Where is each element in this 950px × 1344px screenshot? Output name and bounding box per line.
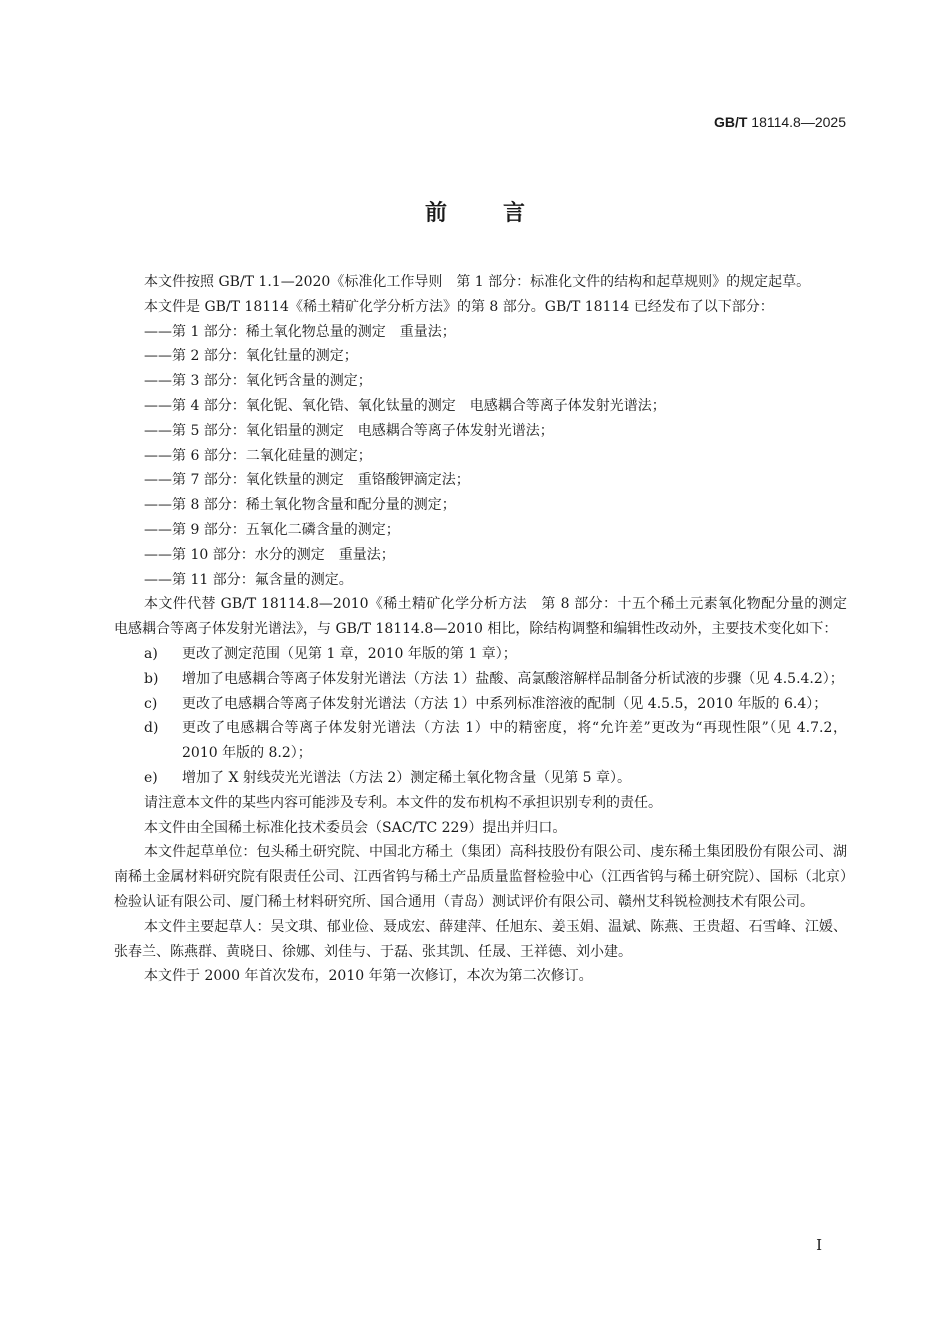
drafters-paragraph: 本文件主要起草人：吴文琪、郁业俭、聂成宏、薛建萍、任旭东、姜玉娟、温斌、陈燕、王贵超、石雪峰、江媛、张春兰、陈燕群、黄晓日、徐娜、刘佳与、于磊、张其凯、任晟、王祥德、刘小建。 <box>114 918 847 960</box>
drafting-rule-paragraph: 本文件按照 GB/T 1.1—2020《标准化工作导则 第 1 部分：标准化文件的结构和起草规则》的规定起草。 <box>144 274 811 290</box>
history-paragraph: 本文件于 2000 年首次发布，2010 年第一次修订，本次为第二次修订。 <box>144 968 593 985</box>
change-item-text: 增加了电感耦合等离子体发射光谱法（方法 1）盐酸、高氯酸溶解样品制备分析试液的步骤（见 4.5.4.2）； <box>182 670 844 687</box>
part-list-item: ——第 10 部分：水分的测定 重量法； <box>144 546 395 563</box>
part-list-item: ——第 2 部分：氧化钍量的测定； <box>144 348 358 365</box>
part-list-item: ——第 6 部分：二氧化硅量的测定； <box>144 447 372 464</box>
standard-code <box>714 114 846 131</box>
change-item <box>114 642 847 667</box>
part-list-item: ——第 4 部分：氧化铌、氧化锆、氧化钛量的测定 电感耦合等离子体发射光谱法； <box>144 397 666 414</box>
standard-code-number: 18114.8—2025 <box>747 114 846 130</box>
part-list-item: ——第 11 部分：氟含量的测定。 <box>144 571 353 588</box>
part-list-item: ——第 8 部分：稀土氧化物含量和配分量的测定； <box>144 497 456 514</box>
part-list-item: ——第 3 部分：氧化钙含量的测定； <box>144 373 372 390</box>
change-item <box>114 716 847 766</box>
patent-notice: 请注意本文件的某些内容可能涉及专利。本文件的发布机构不承担识别专利的责任。 <box>144 794 662 811</box>
drafting-units-paragraph: 本文件起草单位：包头稀土研究院、中国北方稀土（集团）高科技股份有限公司、虔东稀土集团股份有限公司、湖南稀土金属材料研究院有限责任公司、江西省钨与稀土产品质量监督检验中心（江西省钨与稀土研究院）、国标（北京）检验认证有限公司、厦门稀土材料研究所、国合通用（青岛）测试评价有限公司、赣州艾科锐检测技术有限公司。 <box>114 844 847 910</box>
part-list-item: ——第 7 部分：氧化铁量的测定 重铬酸钾滴定法； <box>144 472 470 489</box>
change-item-label: a) <box>144 645 158 662</box>
standard-code-prefix: GB/T <box>713 114 748 130</box>
page-title: 前言 <box>424 201 581 226</box>
part-list-item: ——第 1 部分：稀土氧化物总量的测定 重量法； <box>144 323 456 340</box>
change-item-text: 更改了电感耦合等离子体发射光谱法（方法 1）中系列标准溶液的配制（见 4.5.5，2010 年版的 6.4）； <box>182 695 828 712</box>
change-item-label: e) <box>144 769 158 786</box>
change-item <box>114 667 847 692</box>
change-item <box>114 766 847 791</box>
part-list-item: ——第 9 部分：五氧化二磷含量的测定； <box>144 521 400 538</box>
page-number: I <box>816 1236 822 1254</box>
change-item-label: c) <box>144 695 158 712</box>
series-intro-paragraph: 本文件是 GB/T 18114《稀土精矿化学分析方法》的第 8 部分。GB/T 18114 已经发布了以下部分： <box>144 298 774 315</box>
foreword-body <box>114 270 861 989</box>
change-item-label: d) <box>144 720 159 737</box>
change-item-text: 更改了测定范围（见第 1 章，2010 年版的第 1 章）； <box>182 645 517 662</box>
change-item-text: 增加了 X 射线荧光光谱法（方法 2）测定稀土氧化物含量（见第 5 章）。 <box>182 769 632 786</box>
part-list-item: ——第 5 部分：氧化铝量的测定 电感耦合等离子体发射光谱法； <box>144 422 554 439</box>
replacement-paragraph: 本文件代替 GB/T 18114.8—2010《稀土精矿化学分析方法 第 8 部分：十五个稀土元素氧化物配分量的测定 电感耦合等离子体发射光谱法》，与 GB/T 18114.8—2010 相比，除结构调整和编辑性改动外，主要技术变化如下： <box>114 596 861 638</box>
change-item <box>114 692 847 717</box>
proposer-paragraph: 本文件由全国稀土标准化技术委员会（SAC/TC 229）提出并归口。 <box>144 819 567 836</box>
change-item-text: 更改了电感耦合等离子体发射光谱法（方法 1）中的精密度，将“允许差”更改为“再现性限”（见 4.7.2，2010 年版的 8.2）； <box>182 720 847 762</box>
change-item-label: b) <box>144 670 159 687</box>
